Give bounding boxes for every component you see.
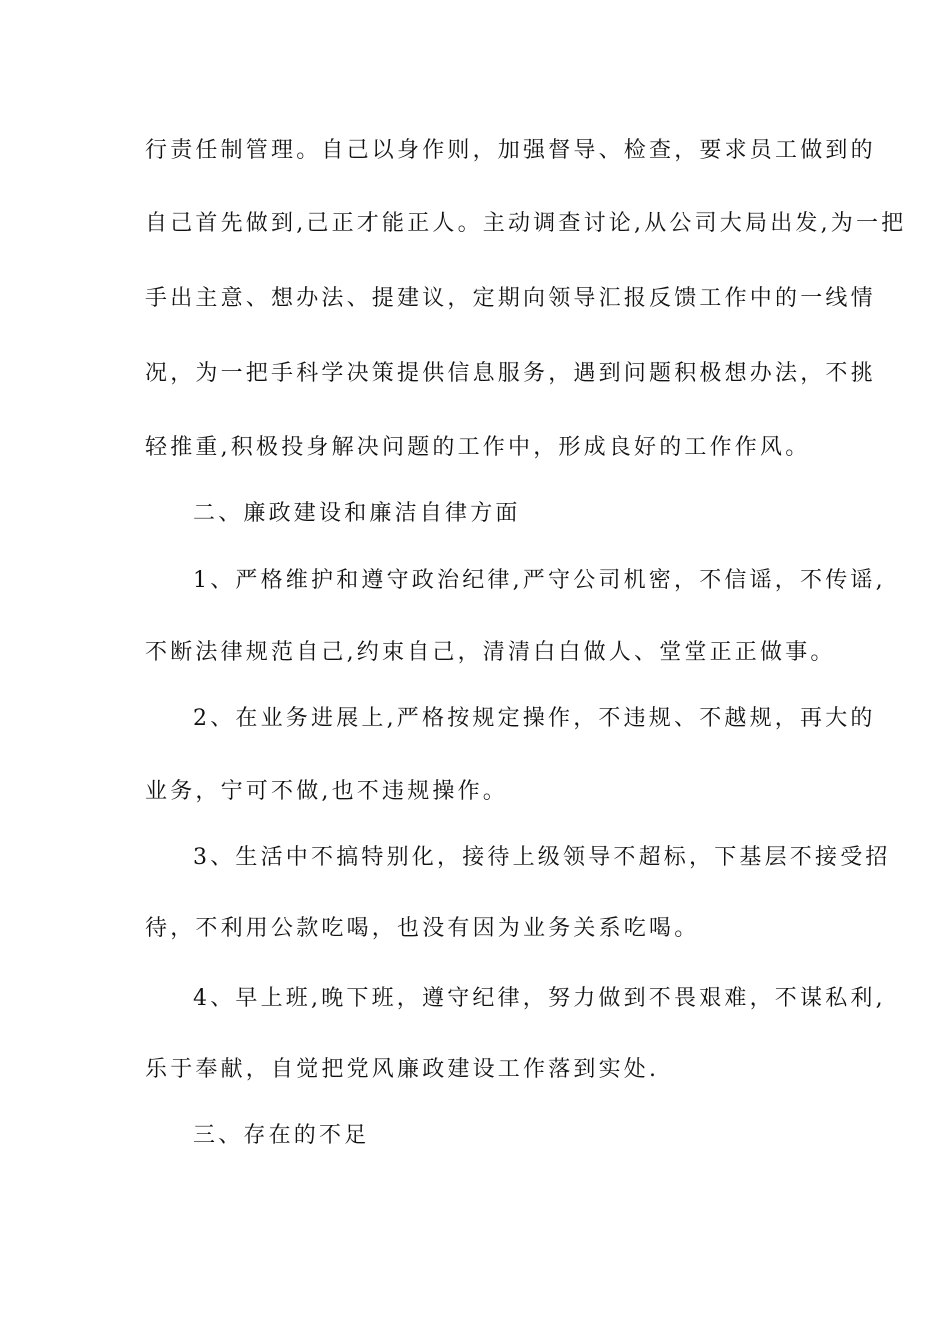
list-item: 3、生活中不搞特别化，接待上级领导不超标，下基层不接受招 (193, 845, 891, 870)
list-item: 1、严格维护和遵守政治纪律,严守公司机密，不信谣，不传谣, (193, 568, 886, 593)
text-line: 手出主意、想办法、提建议，定期向领导汇报反馈工作中的一线情 (145, 286, 876, 311)
text-line: 不断法律规范自己,约束自己，清清白白做人、堂堂正正做事。 (145, 640, 836, 665)
section-heading: 二、廉政建设和廉洁自律方面 (193, 501, 521, 526)
text-line: 业务，宁可不做,也不违规操作。 (145, 779, 508, 804)
text-line: 轻推重,积极投身解决问题的工作中，形成良好的工作作风。 (145, 435, 811, 460)
text-line: 况，为一把手科学决策提供信息服务，遇到问题积极想办法，不挑 (145, 361, 876, 386)
list-item: 4、早上班,晚下班，遵守纪律，努力做到不畏艰难，不谋私利, (193, 986, 886, 1011)
text-line: 乐于奉献，自觉把党风廉政建设工作落到实处. (145, 1057, 660, 1082)
list-item: 2、在业务进展上,严格按规定操作，不违规、不越规，再大的 (193, 706, 876, 731)
text-line: 待，不利用公款吃喝，也没有因为业务关系吃喝。 (145, 916, 700, 941)
text-line: 行责任制管理。自己以身作则，加强督导、检查，要求员工做到的 (145, 138, 876, 163)
section-heading: 三、存在的不足 (193, 1123, 370, 1148)
text-line: 自己首先做到,己正才能正人。主动调查讨论,从公司大局出发,为一把 (145, 211, 907, 236)
